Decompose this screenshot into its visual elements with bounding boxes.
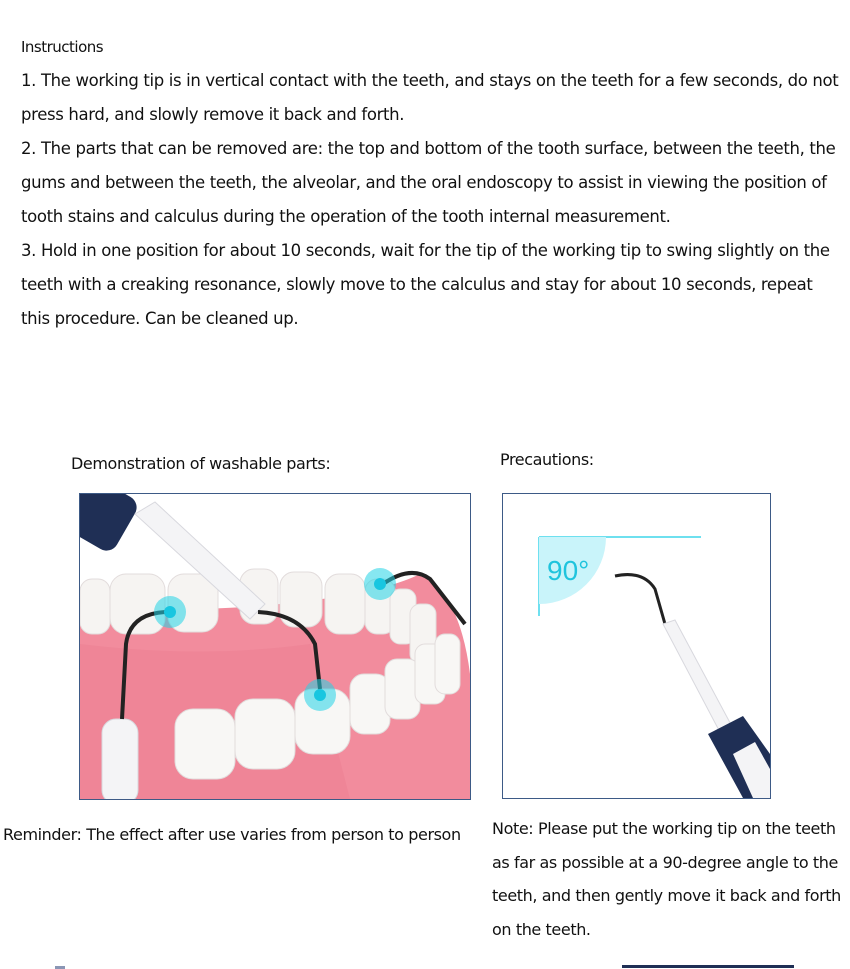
angle-illustration-graphic <box>503 494 770 798</box>
instruction-step-1: 1. The working tip is in vertical contact with the teeth, and stays on the teeth for a few seconds, do not press hard, and slowly remove it back and forth. <box>21 71 839 124</box>
instruction-step-3: 3. Hold in one position for about 10 seconds, wait for the tip of the working tip to swing slightly on the teeth with a creaking resonance, slowly move to the calculus and stay for about 10 seconds, repeat this procedure. Can be cleaned up. <box>21 241 830 328</box>
instruction-step-2: 2. The parts that can be removed are: the top and bottom of the tooth surface, between the teeth, the gums and between the teeth, the alveolar, and the oral endoscopy to assist in viewing the position of tooth stains and calculus during the operation of the tooth internal measurement. <box>21 139 836 226</box>
instructions-title: Instructions <box>21 38 104 56</box>
instructions-section <box>21 30 846 336</box>
precautions-caption: Precautions: <box>500 450 594 469</box>
angle-illustration <box>502 493 771 799</box>
angle-label: 90° <box>547 555 590 586</box>
bottom-edge-right <box>622 965 794 968</box>
precaution-note: Note: Please put the working tip on the teeth as far as possible at a 90-degree angle to the teeth, and then gently move it back and forth on the teeth. <box>492 819 841 939</box>
reminder-text: Reminder: The effect after use varies from person to person <box>3 825 461 844</box>
demonstration-caption: Demonstration of washable parts: <box>71 454 331 473</box>
teeth-illustration <box>79 493 471 800</box>
teeth-illustration-graphic <box>80 494 470 799</box>
